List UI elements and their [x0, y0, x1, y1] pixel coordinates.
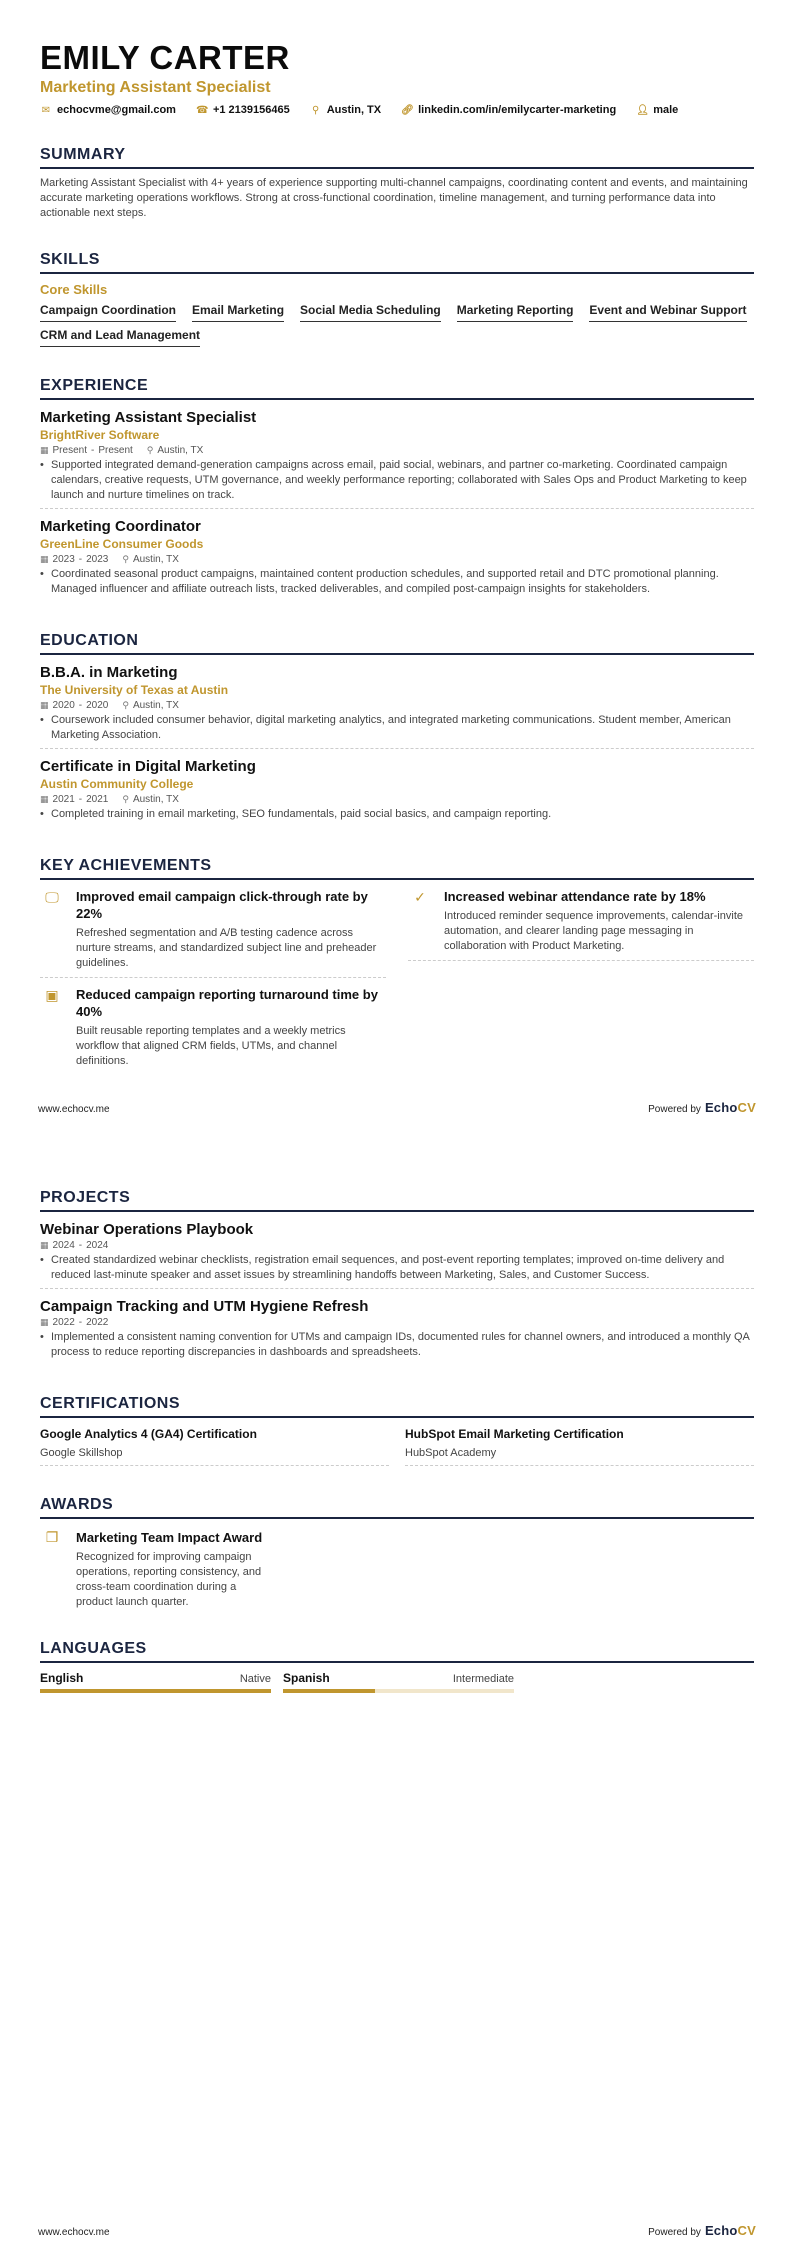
checkmark-icon: ✓ [414, 889, 426, 905]
calendar-icon: ▦ [40, 700, 49, 710]
date-end: 2022 [86, 1317, 109, 1328]
brand-part-b: CV [737, 1100, 756, 1115]
brand-part-a: Echo [704, 2223, 738, 2238]
entry-meta [40, 445, 754, 456]
date-start: 2020 [52, 700, 75, 711]
skill-item: Email Marketing [192, 303, 284, 322]
project-title: Campaign Tracking and UTM Hygiene Refresh [40, 1298, 369, 1315]
summary-heading: SUMMARY [40, 146, 754, 169]
bullet-dot-icon: • [40, 714, 44, 726]
entry-meta [40, 1317, 754, 1328]
link-icon: 🔗︎ [401, 104, 414, 116]
bullet-dot-icon: • [40, 459, 44, 471]
language-level: Native [239, 1673, 271, 1685]
language-bar-fill [40, 1689, 271, 1693]
language-bar [40, 1689, 271, 1693]
language-bar-fill [283, 1689, 375, 1693]
job-title: Marketing Coordinator [40, 518, 201, 535]
phone-text: +1 2139156465 [212, 104, 290, 116]
date-sep: - [78, 1240, 83, 1251]
location-text: Austin, TX [326, 104, 382, 116]
project-entry [40, 1220, 754, 1289]
school-name: The University of Texas at Austin [40, 683, 229, 697]
entry-bullet [40, 713, 754, 743]
experience-heading: EXPERIENCE [40, 377, 754, 400]
page-1-content [40, 0, 754, 1083]
entry-location: Austin, TX [132, 794, 179, 805]
contact-email[interactable] [40, 104, 176, 116]
footer-site-link[interactable]: www.echocv.me [38, 1104, 110, 1115]
bullet-dot-icon: • [40, 1254, 44, 1266]
contact-location [310, 104, 381, 116]
language-name: English [40, 1671, 84, 1685]
monitor-icon: 🖵︎ [45, 889, 59, 905]
bullet-text: Completed training in email marketing, SEO fundamentals, paid social basics, and campaign reporting. [51, 808, 552, 820]
page-2-content [40, 1123, 754, 1693]
skills-heading: SKILLS [40, 251, 754, 274]
award-item [40, 1529, 270, 1610]
powered-by-text: Powered by [648, 2227, 701, 2238]
entry-bullet [40, 1330, 754, 1360]
language-item [40, 1671, 271, 1693]
contact-gender [636, 104, 678, 116]
date-end: Present [98, 445, 133, 456]
candidate-title: Marketing Assistant Specialist [40, 79, 271, 96]
company-name: GreenLine Consumer Goods [40, 537, 204, 551]
calendar-icon: ▦ [40, 1317, 49, 1327]
award-desc: Recognized for improving campaign operations, reporting consistency, and cross-team coordination during a product launch quarter. [76, 1551, 262, 1608]
date-start: Present [52, 445, 87, 456]
language-item [283, 1671, 514, 1693]
experience-entry [40, 408, 754, 509]
date-start: 2024 [52, 1240, 75, 1251]
skill-item: Event and Webinar Support [589, 303, 746, 322]
book-icon: ▣ [45, 987, 59, 1003]
company-name: BrightRiver Software [40, 428, 160, 442]
education-entry [40, 663, 754, 749]
email-text: echocvme@gmail.com [57, 104, 176, 116]
candidate-name: EMILY CARTER [40, 39, 290, 76]
achievement-item [40, 888, 386, 978]
contact-bar [40, 104, 754, 116]
page-footer [38, 1100, 756, 1115]
awards-heading: AWARDS [40, 1496, 754, 1519]
achievement-desc: Refreshed segmentation and A/B testing cadence across nurture streams, and standardized subject line and preheader guidelines. [76, 927, 377, 969]
entry-meta [40, 700, 754, 711]
skill-item: CRM and Lead Management [40, 328, 200, 347]
gender-text: male [653, 104, 679, 116]
certification-item [40, 1426, 389, 1466]
projects-heading: PROJECTS [40, 1189, 754, 1212]
date-start: 2023 [52, 554, 75, 565]
certifications-heading: CERTIFICATIONS [40, 1395, 754, 1418]
certification-item [405, 1426, 754, 1466]
achievement-title: Reduced campaign reporting turnaround time by 40% [76, 987, 378, 1019]
achievement-title: Increased webinar attendance rate by 18% [444, 889, 706, 904]
calendar-icon: ▦ [40, 554, 49, 564]
bullet-text: Coursework included consumer behavior, digital marketing analytics, and integrated marketing communications. Student member, American Marketing Association. [51, 714, 731, 741]
date-start: 2021 [52, 794, 75, 805]
award-title: Marketing Team Impact Award [76, 1530, 263, 1545]
bullet-dot-icon: • [40, 808, 44, 820]
date-sep: - [78, 794, 83, 805]
languages-grid [40, 1671, 514, 1693]
job-title: Marketing Assistant Specialist [40, 409, 257, 426]
experience-entry [40, 517, 754, 602]
footer-powered-by [648, 1100, 756, 1115]
project-title: Webinar Operations Playbook [40, 1221, 254, 1238]
location-pin-icon: ⚲ [146, 445, 154, 455]
degree-title: B.B.A. in Marketing [40, 664, 178, 681]
achievement-item [40, 986, 386, 1075]
education-entry [40, 757, 754, 827]
summary-text: Marketing Assistant Specialist with 4+ years of experience supporting multi-channel campaigns, coordinating content and events, and maintaining accurate marketing operations workflows. Strong at cross-functional coordination, timeline management, and turning performance data into actionable next steps. [40, 177, 748, 219]
date-sep: - [78, 700, 83, 711]
resume-page-2 [0, 1123, 794, 2246]
bullet-text: Created standardized webinar checklists, registration email sequences, and post-event reporting templates; improved on-time delivery and reduced last-minute speaker and asset issues by streamlining handoffs between Marketing, Sales, and Customer Success. [51, 1254, 725, 1281]
entry-location: Austin, TX [132, 700, 179, 711]
entry-location: Austin, TX [132, 554, 179, 565]
calendar-icon: ▦ [40, 445, 49, 455]
achievements-column-right [408, 888, 754, 1083]
location-pin-icon: ⚲ [122, 554, 129, 564]
certification-issuer: HubSpot Academy [405, 1447, 497, 1459]
linkedin-text: linkedin.com/in/emilycarter-marketing [418, 104, 617, 116]
location-pin-icon: ⚲ [122, 794, 129, 804]
certification-issuer: Google Skillshop [40, 1447, 123, 1459]
entry-bullet [40, 567, 754, 597]
skills-group-title: Core Skills [40, 282, 108, 297]
achievement-desc: Introduced reminder sequence improvements, calendar-invite automation, and clearer landing page messaging in collaboration with Product Marketing. [444, 910, 743, 952]
documents-icon: ❐ [45, 1529, 59, 1545]
languages-heading: LANGUAGES [40, 1640, 754, 1663]
skill-item: Social Media Scheduling [300, 303, 441, 322]
degree-title: Certificate in Digital Marketing [40, 758, 256, 775]
location-pin-icon: ⚲ [312, 104, 320, 116]
contact-linkedin[interactable] [401, 104, 616, 116]
achievement-desc: Built reusable reporting templates and a weekly metrics workflow that aligned CRM fields, UTMs, and channel definitions. [76, 1025, 346, 1067]
project-entry [40, 1297, 754, 1365]
entry-bullet [40, 458, 754, 503]
language-level: Intermediate [452, 1673, 514, 1685]
achievement-item [408, 888, 754, 961]
page-footer [38, 2223, 756, 2238]
certification-title: Google Analytics 4 (GA4) Certification [40, 1427, 257, 1441]
skills-list [40, 303, 754, 347]
powered-by-text: Powered by [648, 1104, 701, 1115]
school-name: Austin Community College [40, 777, 194, 791]
achievements-heading: KEY ACHIEVEMENTS [40, 857, 754, 880]
person-icon: 👤︎ [636, 104, 649, 116]
bullet-text: Supported integrated demand-generation campaigns across email, paid social, webinars, and partner co-marketing. Coordinated campaign calendars, creative requests, UTM governance, and weekly performance reporting; collaborated with Sales Ops and Product Marketing to keep launch and nurture timelines on track. [51, 459, 747, 501]
calendar-icon: ▦ [40, 1240, 49, 1250]
footer-powered-by [648, 2223, 756, 2238]
bullet-dot-icon: • [40, 1331, 44, 1343]
achievements-column-left [40, 888, 386, 1083]
bullet-text: Implemented a consistent naming convention for UTMs and campaign IDs, documented rules for channel owners, and introduced a monthly QA process to reduce reporting discrepancies in dashboards and spreadsheets. [51, 1331, 750, 1358]
contact-phone[interactable] [196, 104, 290, 116]
date-end: 2020 [86, 700, 109, 711]
brand-part-a: Echo [704, 1100, 738, 1115]
language-name: Spanish [283, 1671, 330, 1685]
footer-site-link[interactable]: www.echocv.me [38, 2227, 110, 2238]
phone-icon: ☎ [195, 104, 209, 116]
entry-meta [40, 554, 754, 565]
education-heading: EDUCATION [40, 632, 754, 655]
date-start: 2022 [52, 1317, 75, 1328]
calendar-icon: ▦ [40, 794, 49, 804]
achievement-title: Improved email campaign click-through rate by 22% [76, 889, 368, 921]
bullet-dot-icon: • [40, 568, 44, 580]
date-end: 2021 [86, 794, 109, 805]
date-sep: - [78, 554, 83, 565]
bullet-text: Coordinated seasonal product campaigns, maintained content production schedules, and supported retail and DTC promotional planning. Managed influencer and affiliate outreach lists, tracked deliverables, and compiled post-campaign insights for stakeholders. [51, 568, 719, 595]
entry-bullet [40, 1253, 754, 1283]
location-pin-icon: ⚲ [122, 700, 129, 710]
certifications-grid [40, 1426, 754, 1466]
date-sep: - [78, 1317, 83, 1328]
brand-logo [705, 2223, 756, 2238]
entry-meta [40, 1240, 754, 1251]
date-sep: - [90, 445, 95, 456]
entry-location: Austin, TX [157, 445, 204, 456]
skill-item: Marketing Reporting [457, 303, 574, 322]
skill-item: Campaign Coordination [40, 303, 176, 322]
brand-logo [705, 1100, 756, 1115]
entry-bullet [40, 807, 754, 822]
brand-part-b: CV [737, 2223, 756, 2238]
entry-meta [40, 794, 754, 805]
achievements-grid [40, 888, 754, 1083]
date-end: 2023 [86, 554, 109, 565]
email-icon: ✉ [41, 104, 51, 116]
language-bar [283, 1689, 514, 1693]
date-end: 2024 [86, 1240, 109, 1251]
certification-title: HubSpot Email Marketing Certification [405, 1427, 624, 1441]
